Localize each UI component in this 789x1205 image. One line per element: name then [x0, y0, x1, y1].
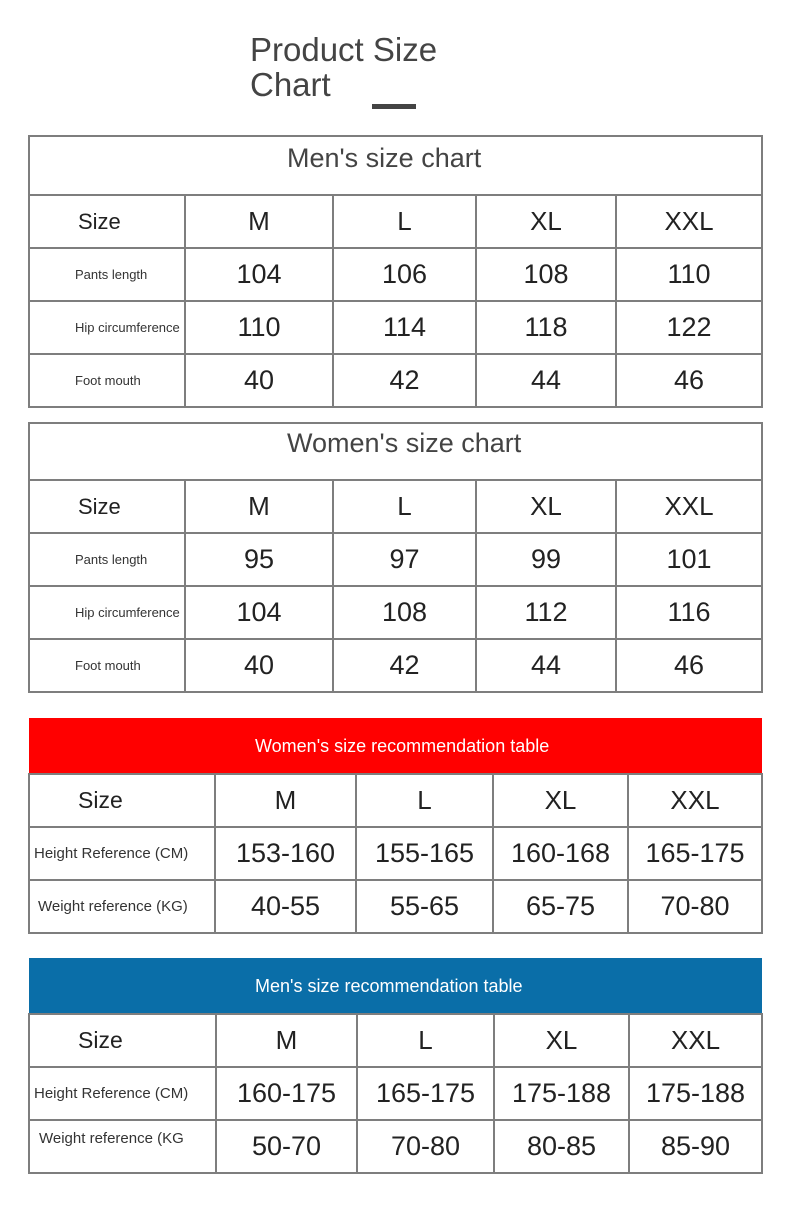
- table-cell: 118: [476, 301, 616, 354]
- size-xl-header: XL: [494, 1014, 629, 1067]
- table-cell: 44: [476, 354, 616, 407]
- table-cell: 160-175: [216, 1067, 357, 1120]
- size-l-header: L: [333, 195, 476, 248]
- table-cell: 112: [476, 586, 616, 639]
- size-xl-header: XL: [476, 195, 616, 248]
- size-m-header: M: [215, 774, 356, 827]
- table-cell: 99: [476, 533, 616, 586]
- table-cell: 160-168: [493, 827, 628, 880]
- row-label: Hip circumference: [29, 301, 185, 354]
- table-cell: 40-55: [215, 880, 356, 933]
- table-row: [29, 301, 762, 354]
- size-xxl-header: XXL: [616, 195, 762, 248]
- table-cell: 116: [616, 586, 762, 639]
- size-header: Size: [29, 480, 185, 533]
- table-cell: 165-175: [628, 827, 762, 880]
- table-row: [29, 1120, 762, 1173]
- table-row: [29, 248, 762, 301]
- womens-recommendation-table: [28, 718, 763, 934]
- table-cell: 46: [616, 639, 762, 692]
- table-cell: 104: [185, 248, 333, 301]
- womens-size-chart: [28, 422, 763, 693]
- table-cell: 55-65: [356, 880, 493, 933]
- table-cell: 104: [185, 586, 333, 639]
- mens-recommendation-banner: Men's size recommendation table: [29, 958, 762, 1014]
- table-cell: 101: [616, 533, 762, 586]
- size-l-header: L: [356, 774, 493, 827]
- row-label: Foot mouth: [29, 354, 185, 407]
- size-l-header: L: [357, 1014, 494, 1067]
- table-cell: 108: [333, 586, 476, 639]
- table-cell: 165-175: [357, 1067, 494, 1120]
- size-xxl-header: XXL: [629, 1014, 762, 1067]
- table-cell: 155-165: [356, 827, 493, 880]
- mens-chart-caption: Men's size chart: [29, 136, 762, 195]
- row-label: Weight reference (KG): [29, 880, 215, 933]
- table-cell: 65-75: [493, 880, 628, 933]
- size-m-header: M: [185, 480, 333, 533]
- table-cell: 85-90: [629, 1120, 762, 1173]
- table-cell: 110: [185, 301, 333, 354]
- table-cell: 46: [616, 354, 762, 407]
- size-xl-header: XL: [493, 774, 628, 827]
- table-cell: 95: [185, 533, 333, 586]
- size-m-header: M: [185, 195, 333, 248]
- row-label: Height Reference (CM): [29, 827, 215, 880]
- table-cell: 110: [616, 248, 762, 301]
- table-cell: 42: [333, 639, 476, 692]
- row-label: Height Reference (CM): [29, 1067, 216, 1120]
- table-cell: 70-80: [357, 1120, 494, 1173]
- womens-chart-caption: Women's size chart: [29, 423, 762, 480]
- table-cell: 122: [616, 301, 762, 354]
- table-row: [29, 586, 762, 639]
- page-title: Product Size Chart: [250, 31, 438, 103]
- size-xxl-header: XXL: [616, 480, 762, 533]
- size-xxl-header: XXL: [628, 774, 762, 827]
- table-cell: 42: [333, 354, 476, 407]
- size-l-header: L: [333, 480, 476, 533]
- table-cell: 44: [476, 639, 616, 692]
- table-cell: 50-70: [216, 1120, 357, 1173]
- title-underline: [372, 104, 416, 109]
- table-cell: 70-80: [628, 880, 762, 933]
- table-row: [29, 354, 762, 407]
- table-cell: 97: [333, 533, 476, 586]
- size-header: Size: [29, 1014, 216, 1067]
- table-cell: 108: [476, 248, 616, 301]
- size-header: Size: [29, 774, 215, 827]
- table-row: [29, 880, 762, 933]
- row-label: Pants length: [29, 533, 185, 586]
- table-cell: 80-85: [494, 1120, 629, 1173]
- table-row: [29, 533, 762, 586]
- table-cell: 175-188: [629, 1067, 762, 1120]
- row-label: Weight reference (KG: [29, 1120, 216, 1173]
- row-label: Foot mouth: [29, 639, 185, 692]
- table-cell: 40: [185, 639, 333, 692]
- size-xl-header: XL: [476, 480, 616, 533]
- table-row: [29, 827, 762, 880]
- row-label: Pants length: [29, 248, 185, 301]
- table-cell: 175-188: [494, 1067, 629, 1120]
- table-cell: 40: [185, 354, 333, 407]
- size-header: Size: [29, 195, 185, 248]
- table-row: [29, 639, 762, 692]
- table-cell: 106: [333, 248, 476, 301]
- mens-size-chart: [28, 135, 763, 408]
- table-cell: 114: [333, 301, 476, 354]
- table-row: [29, 1067, 762, 1120]
- mens-recommendation-table: [28, 958, 763, 1174]
- row-label: Hip circumference: [29, 586, 185, 639]
- size-m-header: M: [216, 1014, 357, 1067]
- table-cell: 153-160: [215, 827, 356, 880]
- womens-recommendation-banner: Women's size recommendation table: [29, 718, 762, 774]
